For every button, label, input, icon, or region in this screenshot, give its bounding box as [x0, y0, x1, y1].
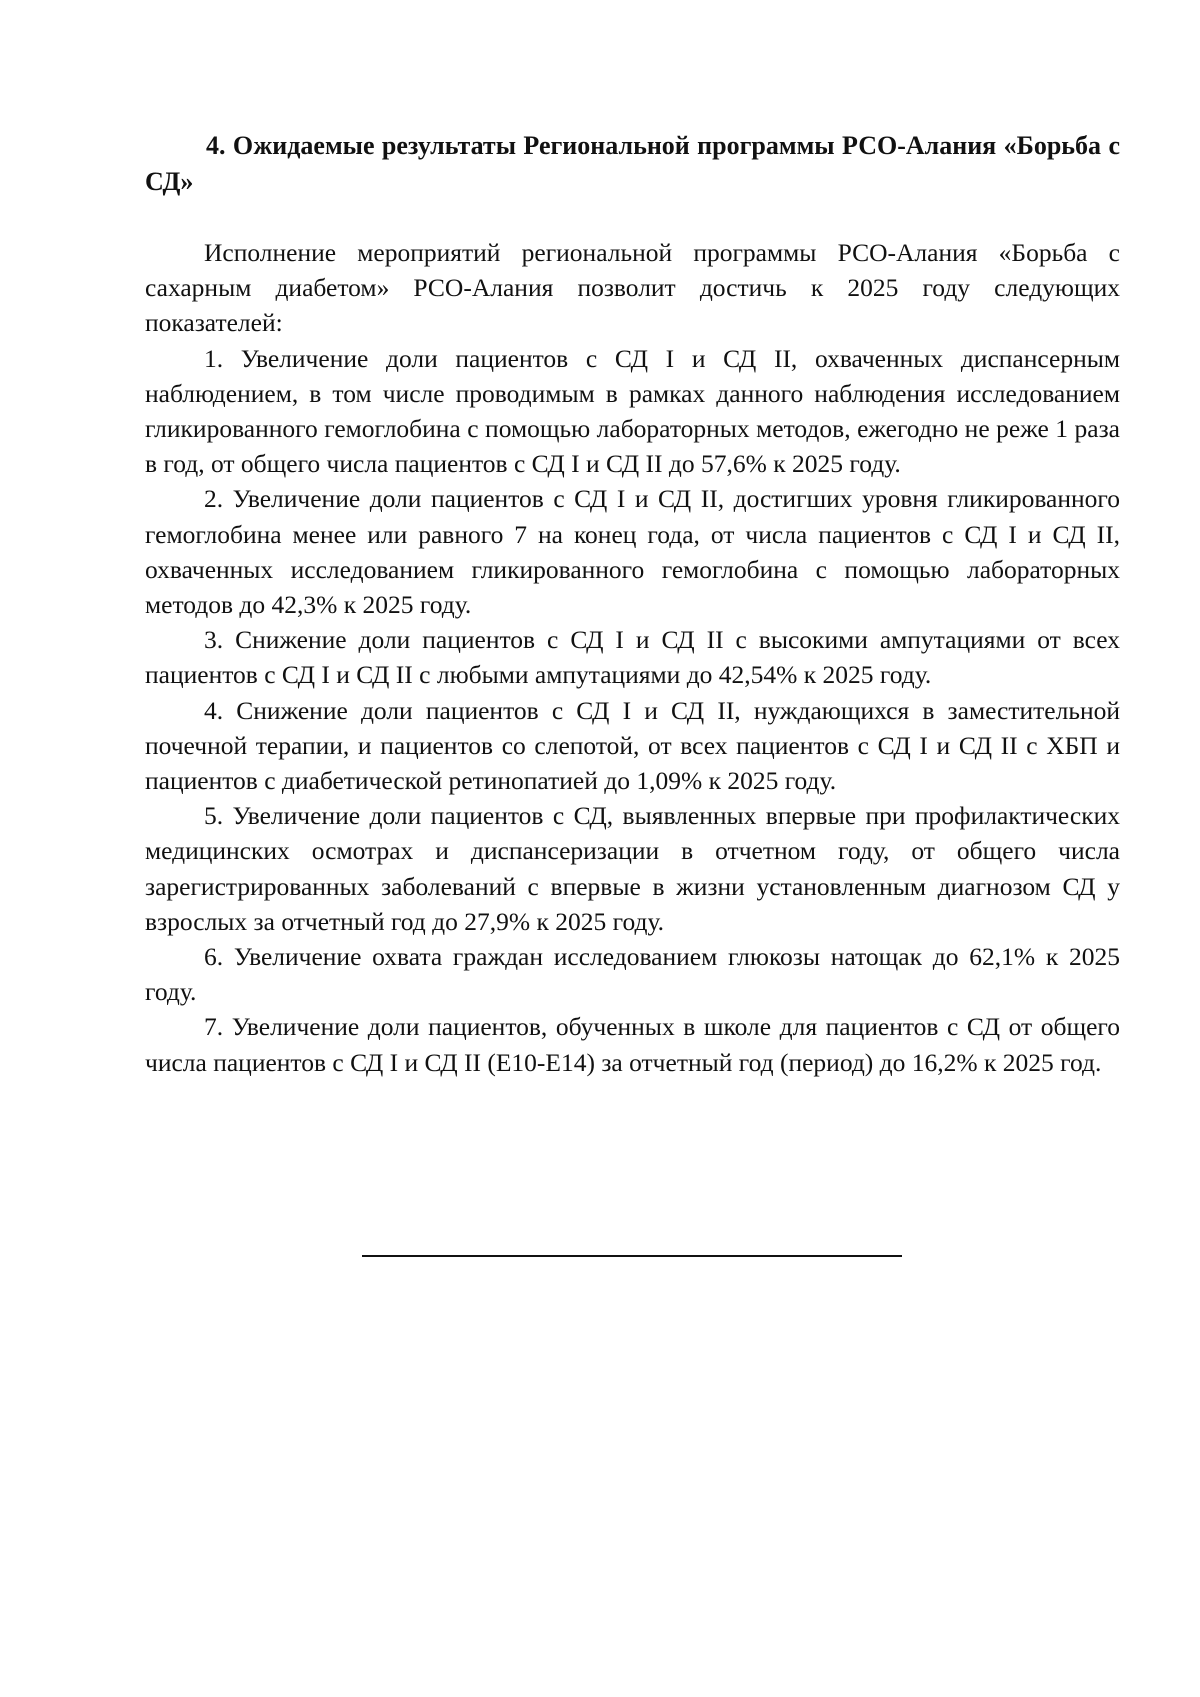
- intro-paragraph: Исполнение мероприятий региональной программы РСО-Алания «Борьба с сахарным диабетом» РСО-Алания позволит достичь к 2025 году следующих показателей:: [145, 238, 1120, 338]
- result-item-3: 3. Снижение доли пациентов с СД I и СД II с высокими ампутациями от всех пациентов с СД I и СД II с любыми ампутациями до 42,54% к 2025 году.: [145, 625, 1120, 690]
- section-heading: 4. Ожидаемые результаты Региональной программы РСО-Алания «Борьба с СД»: [145, 131, 1120, 196]
- result-item-1: 1. Увеличение доли пациентов с СД I и СД II, охваченных диспансерным наблюдением, в том числе проводимым в рамках данного наблюдения исследованием гликированного гемоглобина с помощью лабораторных методов, ежегодно не реже 1 раза в год, от общего числа пациентов с СД I и СД II до 57,6% к 2025 году.: [145, 343, 1120, 479]
- result-item-2: 2. Увеличение доли пациентов с СД I и СД II, достигших уровня гликированного гемоглобина менее или равного 7 на конец года, от числа пациентов с СД I и СД II, охваченных исследованием гликированного гемоглобина с помощью лабораторных методов до 42,3% к 2025 году.: [145, 484, 1120, 620]
- end-divider-line: [362, 1255, 902, 1257]
- result-item-4: 4. Снижение доли пациентов с СД I и СД II, нуждающихся в заместительной почечной терапии, и пациентов со слепотой, от всех пациентов с СД I и СД II с ХБП и пациентов с диабетической ретинопатией до 1,09% к 2025 году.: [145, 695, 1120, 796]
- result-item-5: 5. Увеличение доли пациентов с СД, выявленных впервые при профилактических медицинских осмотрах и диспансеризации в отчетном году, от общего числа зарегистрированных заболеваний с впервые в жизни установленным диагнозом СД у взрослых за отчетный год до 27,9% к 2025 году.: [145, 801, 1120, 936]
- result-item-7: 7. Увеличение доли пациентов, обученных в школе для пациентов с СД от общего числа пациентов с СД I и СД II (Е10-Е14) за отчетный год (период) до 16,2% к 2025 год.: [145, 1012, 1120, 1077]
- document-body: [145, 128, 1120, 1080]
- result-item-6: 6. Увеличение охвата граждан исследованием глюкозы натощак до 62,1% к 2025 году.: [145, 942, 1120, 1007]
